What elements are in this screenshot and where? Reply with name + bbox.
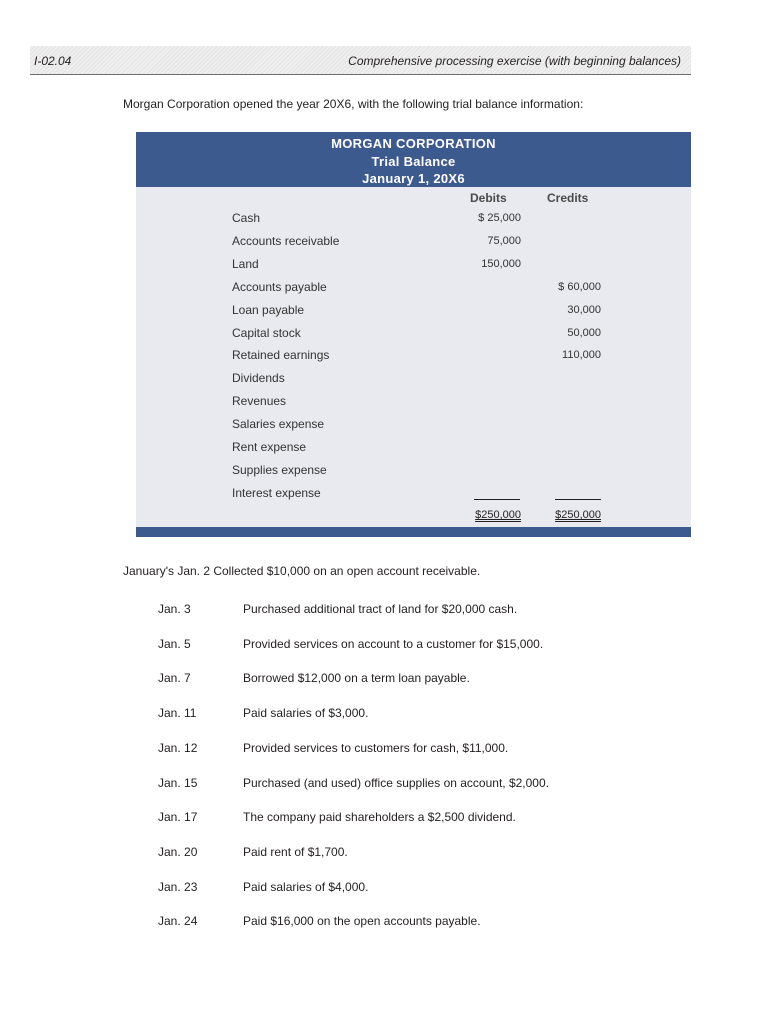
transaction-date: Jan. 5 xyxy=(158,637,191,651)
account-name: Interest expense xyxy=(232,486,321,500)
account-name: Accounts receivable xyxy=(232,234,340,248)
transaction-date: Jan. 3 xyxy=(158,602,191,616)
transaction-description: Provided services on account to a customer for $15,000. xyxy=(243,637,544,651)
transaction-date: Jan. 20 xyxy=(158,845,198,859)
intro-text: Morgan Corporation opened the year 20X6, with the following trial balance information: xyxy=(123,97,584,111)
transaction-date: Jan. 24 xyxy=(158,914,198,928)
credits-column-header: Credits xyxy=(547,191,589,205)
debits-column-header: Debits xyxy=(470,191,507,205)
transaction-description: The company paid shareholders a $2,500 dividend. xyxy=(243,810,516,824)
transaction-date: Jan. 15 xyxy=(158,776,198,790)
account-name: Dividends xyxy=(232,371,285,385)
account-name: Loan payable xyxy=(232,303,305,317)
transaction-description: Paid salaries of $4,000. xyxy=(243,880,369,894)
statement-date: January 1, 20X6 xyxy=(362,171,465,186)
transaction-date: Jan. 23 xyxy=(158,880,198,894)
account-name: Rent expense xyxy=(232,440,307,454)
account-name: Capital stock xyxy=(232,326,301,340)
account-name: Salaries expense xyxy=(232,417,325,431)
trial-balance-footer-bar xyxy=(136,527,691,537)
account-credit: 110,000 xyxy=(562,349,601,361)
account-debit: $ 25,000 xyxy=(478,212,521,224)
account-debit: 150,000 xyxy=(481,258,521,270)
statement-name: Trial Balance xyxy=(371,153,456,169)
credits-total: $250,000 xyxy=(555,509,601,521)
trial-balance-header xyxy=(136,132,691,187)
exercise-title: Comprehensive processing exercise (with beginning balances) xyxy=(348,54,681,68)
account-credit: 30,000 xyxy=(567,304,601,316)
account-name: Revenues xyxy=(232,394,287,408)
account-name: Cash xyxy=(232,211,261,225)
debits-total-rule xyxy=(474,499,520,500)
account-debit: 75,000 xyxy=(487,235,521,247)
account-credit: 50,000 xyxy=(567,327,601,339)
exercise-code: I-02.04 xyxy=(34,54,72,68)
transaction-description: Purchased (and used) office supplies on account, $2,000. xyxy=(243,776,549,790)
transaction-date: Jan. 11 xyxy=(158,706,197,720)
debits-total: $250,000 xyxy=(475,509,521,521)
trial-balance-body xyxy=(136,187,691,527)
account-name: Supplies expense xyxy=(232,463,327,477)
account-name: Land xyxy=(232,257,259,271)
company-name: MORGAN CORPORATION xyxy=(331,136,496,151)
credits-total-rule xyxy=(555,499,601,500)
transactions-lead: January's Jan. 2 Collected $10,000 on an open account receivable. xyxy=(123,564,481,578)
transaction-date: Jan. 7 xyxy=(158,671,191,685)
account-name: Accounts payable xyxy=(232,280,327,294)
page-header xyxy=(30,46,691,75)
transaction-description: Paid salaries of $3,000. xyxy=(243,706,369,720)
account-name: Retained earnings xyxy=(232,348,330,362)
transaction-description: Borrowed $12,000 on a term loan payable. xyxy=(243,671,470,685)
transaction-date: Jan. 17 xyxy=(158,810,198,824)
transaction-description: Purchased additional tract of land for $20,000 cash. xyxy=(243,602,518,616)
transaction-description: Provided services to customers for cash, $11,000. xyxy=(243,741,509,755)
transaction-date: Jan. 12 xyxy=(158,741,198,755)
transaction-description: Paid rent of $1,700. xyxy=(243,845,348,859)
transaction-description: Paid $16,000 on the open accounts payable. xyxy=(243,914,481,928)
account-credit: $ 60,000 xyxy=(558,281,601,293)
